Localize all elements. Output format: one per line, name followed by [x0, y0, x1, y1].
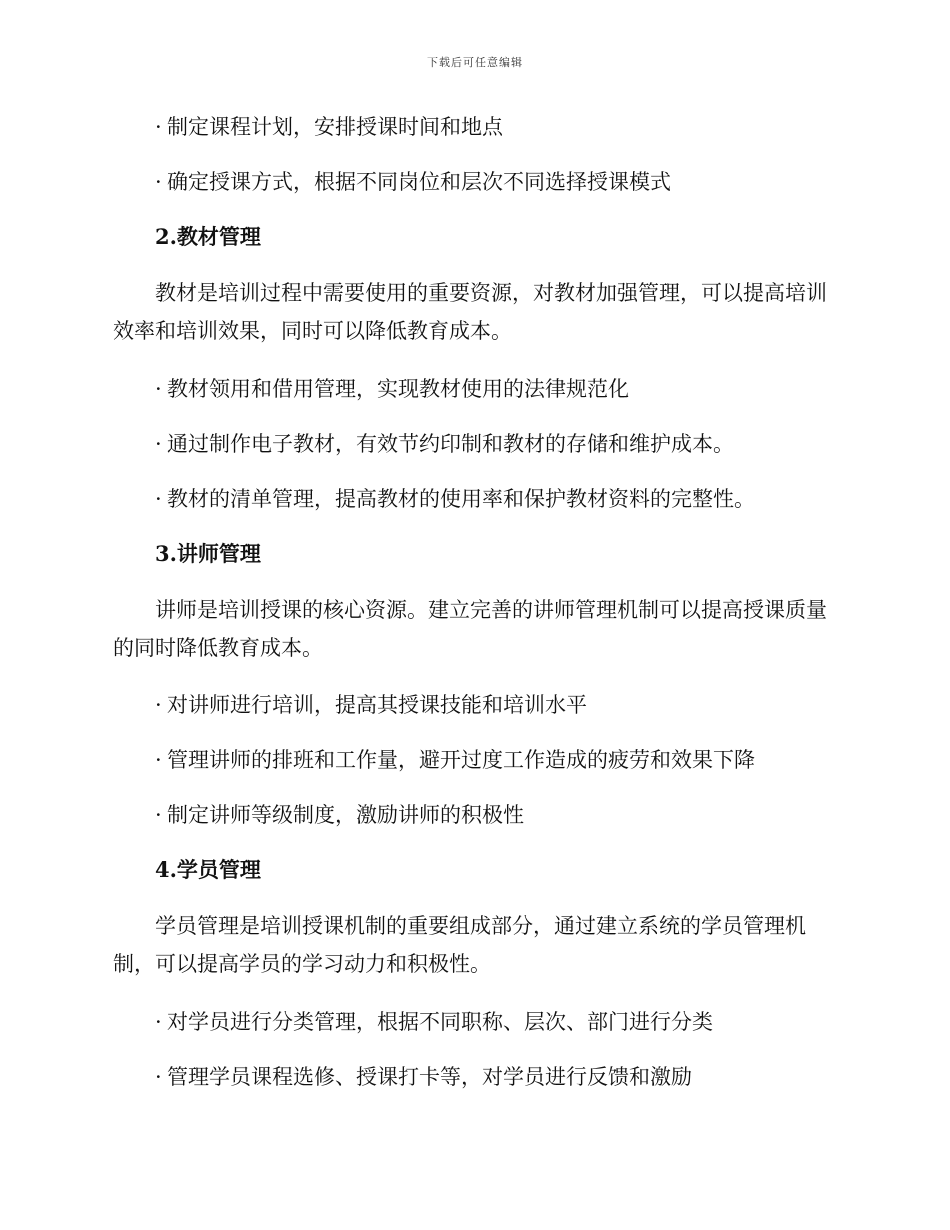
bullet-text: 对学员进行分类管理，根据不同职称、层次、部门进行分类: [167, 1010, 713, 1034]
bullet-text: 对讲师进行培训，提高其授课技能和培训水平: [167, 693, 587, 717]
bullet-text: 确定授课方式，根据不同岗位和层次不同选择授课模式: [167, 170, 671, 194]
bullet-text: 管理讲师的排班和工作量，避开过度工作造成的疲劳和效果下降: [167, 748, 755, 772]
bullet-text: 通过制作电子教材，有效节约印制和教材的存储和维护成本。: [167, 432, 734, 456]
bullet-dot: ·: [155, 432, 162, 456]
bullet-item: [155, 743, 885, 777]
bullet-text: 制定课程计划，安排授课时间和地点: [167, 115, 503, 139]
bullet-dot: ·: [155, 487, 162, 511]
section-heading: 4.学员管理: [155, 857, 261, 882]
section-paragraph: 讲师是培训授课的核心资源。建立完善的讲师管理机制可以提高授课质量的同时降低教育成本。: [113, 598, 827, 660]
bullet-dot: ·: [155, 377, 162, 401]
bullet-item: [155, 110, 885, 144]
bullet-dot: ·: [155, 693, 162, 717]
bullet-dot: ·: [155, 748, 162, 772]
bullet-item: [155, 427, 885, 461]
bullet-dot: ·: [155, 1010, 162, 1034]
section-paragraph: 教材是培训过程中需要使用的重要资源，对教材加强管理，可以提高培训效率和培训效果，同时可以降低教育成本。: [113, 281, 827, 343]
section-paragraph: 学员管理是培训授课机制的重要组成部分，通过建立系统的学员管理机制，可以提高学员的学习动力和积极性。: [113, 914, 806, 976]
bullet-item: [155, 165, 885, 199]
bullet-dot: ·: [155, 803, 162, 827]
section-heading: 2.教材管理: [155, 224, 261, 249]
bullet-text: 教材领用和借用管理，实现教材使用的法律规范化: [167, 377, 629, 401]
bullet-item: [155, 798, 885, 832]
bullet-item: [155, 1060, 885, 1094]
bullet-text: 管理学员课程选修、授课打卡等，对学员进行反馈和激励: [167, 1065, 692, 1089]
bullet-dot: ·: [155, 115, 162, 139]
bullet-text: 教材的清单管理，提高教材的使用率和保护教材资料的完整性。: [167, 487, 755, 511]
page-header-note: 下载后可任意编辑: [427, 56, 523, 69]
bullet-dot: ·: [155, 1065, 162, 1089]
section-heading: 3.讲师管理: [155, 541, 261, 566]
bullet-text: 制定讲师等级制度，激励讲师的积极性: [167, 803, 524, 827]
bullet-item: [155, 688, 885, 722]
bullet-item: [155, 1005, 885, 1039]
bullet-item: [155, 372, 885, 406]
bullet-item: [155, 482, 885, 516]
bullet-dot: ·: [155, 170, 162, 194]
